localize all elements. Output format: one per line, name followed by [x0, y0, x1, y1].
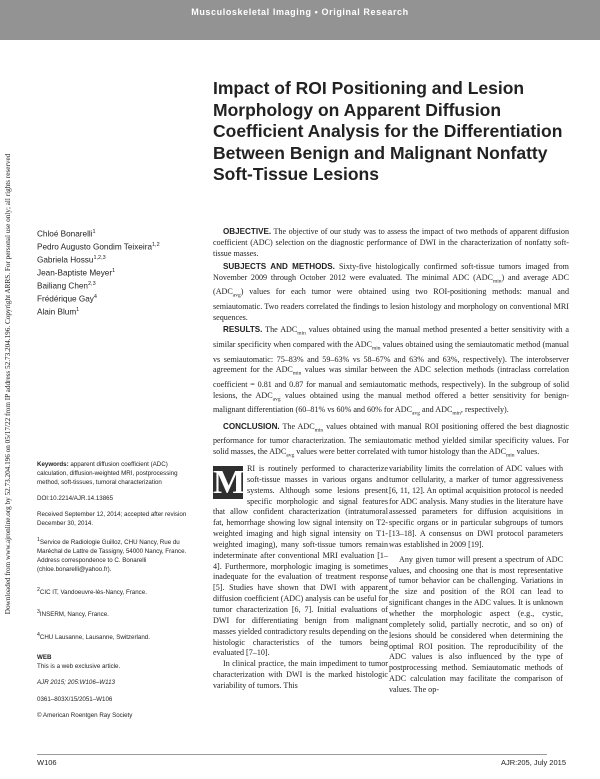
- abstract-objective: OBJECTIVE. The objective of our study was to assess the impact of two methods of apparent diffusion coefficient (ADC) selection on the diagnostic performance of DWI in the characterization of nonfatty soft-tissue masses.: [213, 227, 569, 258]
- body-paragraph: In clinical practice, the main impediment to tumor characterization with DWI is the marked histologic variability of tumors. This: [213, 659, 388, 690]
- affiliation-3: $^3$INSERM, Nancy, France.: [37, 609, 109, 619]
- body-paragraph: Any given tumor will present a spectrum of ADC values, and choosing one that is most representative of tumor behavior can be challenging. Variations in the size and position of the ROI can lead to significant changes in the ADC values. It is unknown whether the morphologic aspect (e.g., cystic, completely solid, partially necrotic, and so on) of lesions should be considered when determining the optimal ROI position. The reproducibility of the ADC values is also influenced by the type of postprocessing method. Semiautomatic methods of ADC calculation may facilitate the comparison of values. The op-: [389, 554, 563, 694]
- section-header-bar: [0, 0, 600, 40]
- copyright: © American Roentgen Ray Society: [37, 711, 133, 719]
- author: Bailiang Chen$^{2,3}$: [37, 280, 96, 291]
- web-note: WEB This is a web exclusive article.: [37, 654, 121, 670]
- received-dates: Received September 12, 2014; accepted after revision December 30, 2014.: [37, 511, 187, 527]
- body-paragraph: variability limits the correlation of ADC values with tumor cellularity, a marker of tumor aggressiveness [6, 11, 12]. An optimal acquisition protocol is needed for ADC analysis. Many studies in the literature have assessed parameters for diffusion acquisitions in specific organs or in particular subgroups of tumors [13–18]. A consensus on DWI protocol parameters was established in 2009 [19].: [389, 464, 563, 549]
- article-metadata: [37, 461, 199, 728]
- author: Pedro Augusto Gondim Teixeira$^{1,2}$: [37, 241, 160, 252]
- article-title: Impact of ROI Positioning and Lesion Morphology on Apparent Diffusion Coefficient Analysis for the Differentiation Between Benign and Malignant Nonfatty Soft-Tissue Lesions: [213, 78, 563, 184]
- affiliation-4: $^4$CHU Lausanne, Lausanne, Switzerland.: [37, 632, 150, 642]
- abstract-results: RESULTS. The $ADC_{min}$ values obtained using the manual method presented a better sensitivity with a similar specificity when compared with the $ADC_{min}$ values obtained using the semiautomatic method (manual vs semiautomatic: 75–83% and 59–63% vs 58–67% and 63% and 63%, respectively). The interobserver agreement for the $ADC_{min}$ values was similar between the ADC selection methods (intraclass correlation coefficient = 0.81 and 0.87 for manual and semiautomatic methods, respectively). In the subgroup of solid lesions, the $ADC_{avg}$ values obtained using the manual method offered a better sensitivity for benign-malignant differentiation (60–81% vs 60% and 60% for $ADC_{avg}$ and $ADC_{min}$, respectively).: [213, 325, 569, 417]
- issn: 0361–803X/15/2051–W106: [37, 695, 113, 703]
- download-notice: Downloaded from www.ajronline.org by 52.73.204.196 on 05/17/22 from IP address 52.73.204.196. Copyright ARRS. For personal use only; all rights reserved: [4, 153, 12, 615]
- page-number: W106: [37, 758, 57, 767]
- author: Jean-Baptiste Meyer$^1$: [37, 267, 116, 278]
- keywords: Keywords: apparent diffusion coefficient (ADC) calculation, diffusion-weighted MRI, postprocessing method, soft-tissues, tumoral characterization: [37, 461, 178, 486]
- journal-issue: AJR:205, July 2015: [500, 758, 566, 767]
- affiliation-2: $^2$CIC IT, Vandoeuvre-lès-Nancy, France.: [37, 586, 147, 596]
- footer-divider: [37, 754, 547, 755]
- abstract-methods: SUBJECTS AND METHODS. Sixty-five histologically confirmed soft-tissue tumors imaged from November 2009 through October 2012 were evaluated. The minimal ADC $(ADC_{min})$ and average ADC $(ADC_{avg})$ values for each tumor were obtained using two ROI-positioning methods: manual and semiautomatic. Two readers correlated the findings to lesion histology and morphology on conventional MRI sequences.: [213, 261, 569, 322]
- author: Frédérique Gay$^4$: [37, 293, 97, 304]
- abstract: [213, 227, 569, 464]
- author: Chloé Bonarelli$^1$: [37, 229, 96, 239]
- body-column-1: [213, 464, 388, 692]
- citation: AJR 2015; 205:W106–W113: [37, 679, 115, 687]
- author: Gabriela Hossu$^{1,2,3}$: [37, 254, 106, 265]
- affiliation-1: $^1$Service de Radiologie Guilloz, CHU Nancy, Rue du Maréchal de Lattre de Tassigny, 54000 Nancy, France. Address correspondence to C. Bonarelli (chloe.bonarelli@yahoo.fr).: [37, 537, 187, 573]
- abstract-conclusion: CONCLUSION. The $ADC_{min}$ values obtained with manual ROI positioning offered the best diagnostic performance for tumor characterization. The semiautomatic method yielded similar specificity values. For solid masses, the $ADC_{avg}$ values were better correlated with tumor histology than the $ADC_{min}$ values.: [213, 421, 569, 459]
- body-column-2: [389, 464, 563, 696]
- author-list: [37, 227, 207, 318]
- section-label: Musculoskeletal Imaging • Original Research: [191, 7, 409, 17]
- drop-cap: M: [213, 464, 246, 501]
- author: Alain Blum$^1$: [37, 306, 80, 317]
- body-paragraph: M RI is routinely performed to characterize soft-tissue masses in various organs and systems. Although some lesions present specific morphologic and signal features that allow confident characterization (intratumoral fat, hemorrhage showing low signal intensity on T2-weighted imaging and high signal intensity on T1-weighted imaging), many soft-tissue tumors remain indeterminate after conventional MRI evaluation [1–4]. Furthermore, morphologic imaging is sometimes inadequate for the evaluation of treatment response [5]. Studies have shown that DWI with apparent diffusion coefficient (ADC) analysis can be useful for tumor characterization [6, 7]. Initial evaluations of DWI for differentiating benign from malignant masses yielded contradictory results depending on the histologic characteristics of the tumors being evaluated [7–10].: [213, 464, 388, 658]
- doi: DOI:10.2214/AJR.14.13865: [37, 494, 114, 502]
